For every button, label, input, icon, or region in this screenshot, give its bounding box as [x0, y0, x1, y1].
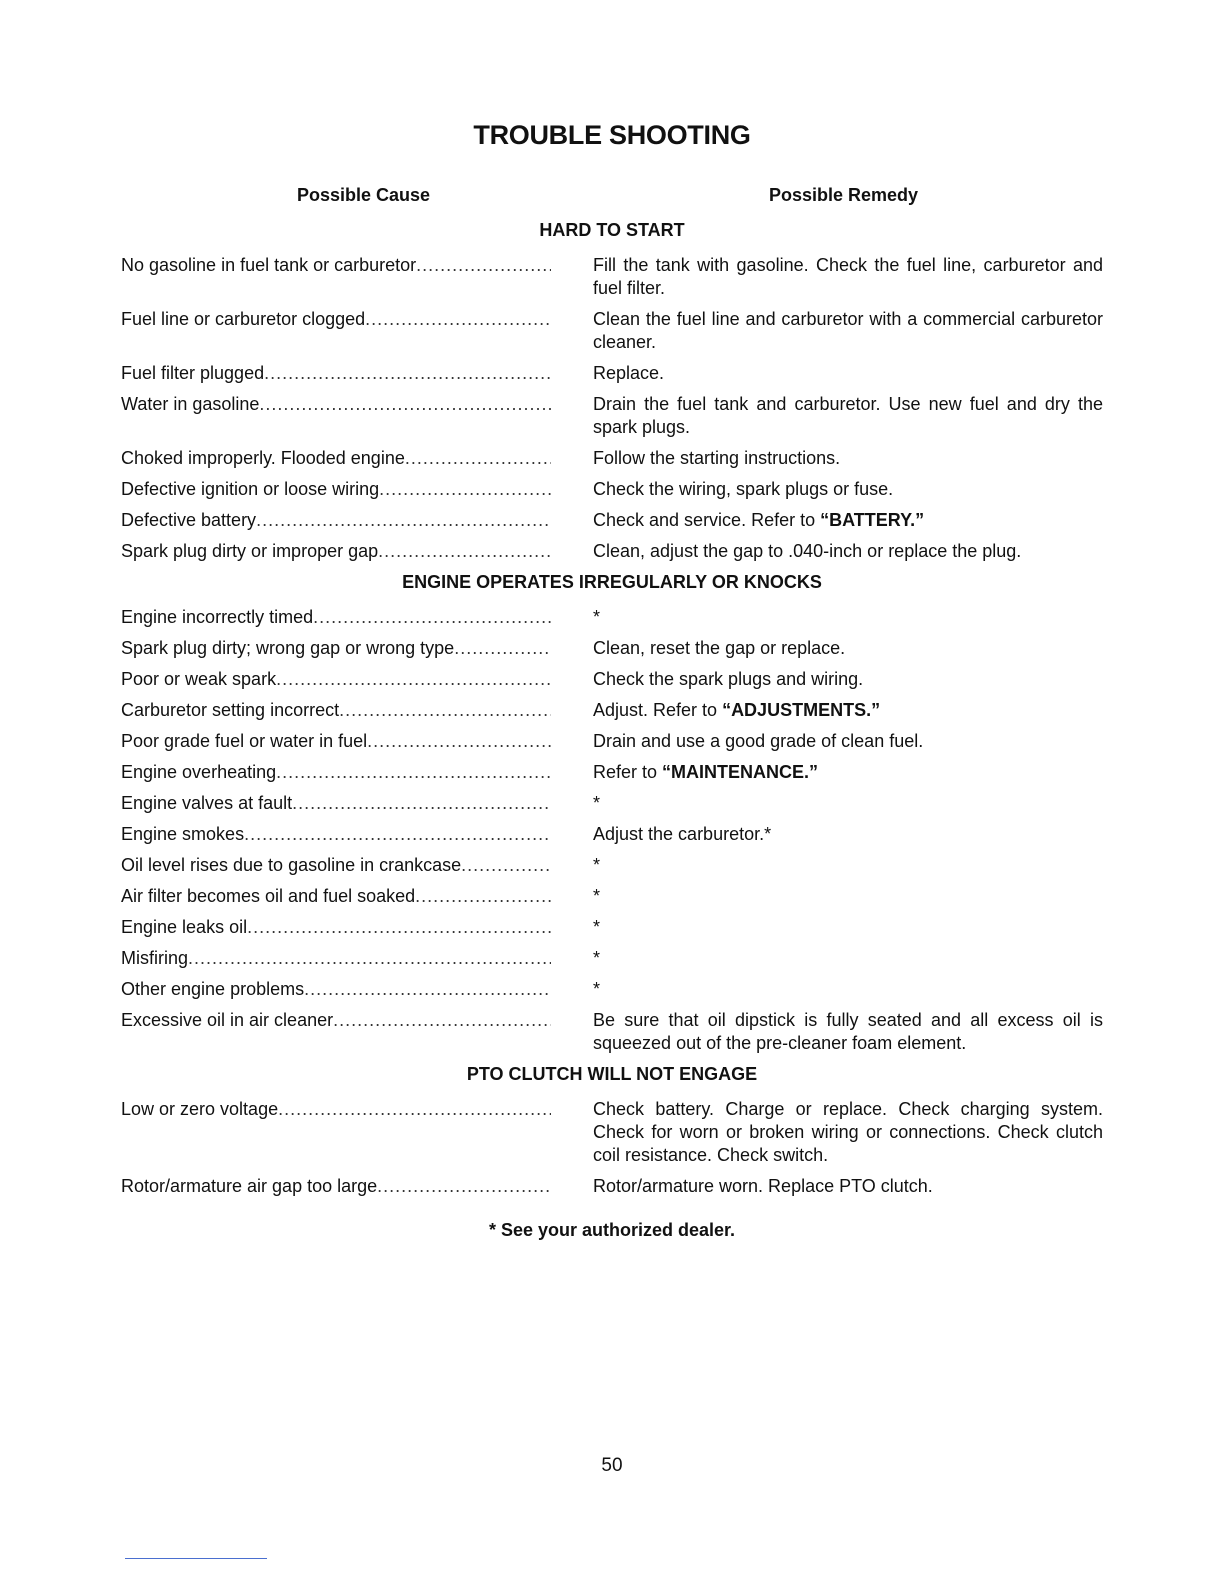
table-row: [0, 509, 1224, 540]
dot-leader: [304, 978, 551, 1001]
cause-text: Excessive oil in air cleaner: [121, 1010, 334, 1030]
remedy-text: *: [593, 855, 601, 875]
cause-cell: [121, 1098, 551, 1167]
remedy-cell: [593, 447, 1103, 470]
section-heading: PTO CLUTCH WILL NOT ENGAGE: [466, 1064, 758, 1084]
table-row: [0, 606, 1224, 637]
cause-text: Spark plug dirty or improper gap: [121, 541, 379, 561]
table-row: [0, 947, 1224, 978]
cause-text: Spark plug dirty; wrong gap or wrong type: [121, 638, 455, 658]
cause-text: Other engine problems: [121, 979, 305, 999]
remedy-cell: [593, 978, 1103, 1001]
dot-leader: [259, 393, 551, 439]
remedy-cell: [593, 668, 1103, 691]
cause-cell: [121, 254, 551, 300]
cause-cell: [121, 362, 551, 385]
remedy-text: Replace.: [593, 363, 665, 383]
cause-text: No gasoline in fuel tank or carburetor: [121, 255, 417, 275]
remedy-text: *: [593, 917, 601, 937]
dot-leader: [379, 478, 551, 501]
remedy-text: Check and service. Refer to: [593, 510, 821, 530]
table-row: [0, 730, 1224, 761]
cause-text: Defective ignition or loose wiring: [121, 479, 380, 499]
dot-leader: [416, 254, 551, 300]
cause-cell: [121, 393, 551, 439]
cause-text: Fuel line or carburetor clogged: [121, 309, 366, 329]
cause-cell: [121, 606, 551, 629]
remedy-cell: [593, 540, 1103, 563]
table-row: [0, 978, 1224, 1009]
remedy-text: *: [593, 979, 601, 999]
remedy-cell: [593, 823, 1103, 846]
table-row: [0, 792, 1224, 823]
cause-cell: [121, 916, 551, 939]
table-row: [0, 540, 1224, 571]
cause-cell: [121, 885, 551, 908]
table-row: [0, 254, 1224, 308]
remedy-text: Rotor/armature worn. Replace PTO clutch.: [593, 1176, 933, 1196]
remedy-text: Check battery. Charge or replace. Check charging system. Check for worn or broken wiring or connections. Check clutch coil resistance. Check switch.: [593, 1099, 1103, 1165]
remedy-text: Drain the fuel tank and carburetor. Use new fuel and dry the spark plugs.: [593, 394, 1103, 437]
table-row: [0, 308, 1224, 362]
cause-cell: [121, 823, 551, 846]
remedy-cell: [593, 1098, 1103, 1167]
cause-cell: [121, 947, 551, 970]
footnote: * See your authorized dealer.: [488, 1220, 736, 1240]
remedy-text: Check the wiring, spark plugs or fuse.: [593, 479, 894, 499]
dot-leader: [276, 761, 551, 784]
table-row: [0, 362, 1224, 393]
table-row: [0, 823, 1224, 854]
cause-cell: [121, 1009, 551, 1055]
section-heading: ENGINE OPERATES IRREGULARLY OR KNOCKS: [402, 572, 822, 592]
remedy-text: Adjust. Refer to: [593, 700, 723, 720]
dot-leader: [247, 916, 551, 939]
dot-leader: [405, 447, 551, 470]
remedy-text: Adjust the carburetor.*: [593, 824, 772, 844]
remedy-cell: [593, 699, 1103, 722]
remedy-cell: [593, 478, 1103, 501]
table-row: [0, 1098, 1224, 1175]
remedy-text: Clean, adjust the gap to .040-inch or replace the plug.: [593, 541, 1022, 561]
remedy-cell: [593, 1009, 1103, 1055]
remedy-cell: [593, 854, 1103, 877]
cause-cell: [121, 447, 551, 470]
cause-text: Defective battery: [121, 510, 257, 530]
cause-cell: [121, 699, 551, 722]
cause-text: Engine incorrectly timed: [121, 607, 314, 627]
remedy-cell: [593, 947, 1103, 970]
table-row: [0, 916, 1224, 947]
cause-text: Engine valves at fault: [121, 793, 293, 813]
cause-text: Poor or weak spark: [121, 669, 277, 689]
table-row: [0, 447, 1224, 478]
cause-text: Engine overheating: [121, 762, 277, 782]
cause-text: Rotor/armature air gap too large: [121, 1176, 378, 1196]
dot-leader: [264, 362, 551, 385]
cause-cell: [121, 730, 551, 753]
column-header-cause: Possible Cause: [297, 185, 431, 205]
dot-leader: [415, 885, 551, 908]
remedy-text: *: [593, 948, 601, 968]
cause-text: Low or zero voltage: [121, 1099, 279, 1119]
table-row: [0, 637, 1224, 668]
remedy-text: Refer to: [593, 762, 663, 782]
remedy-text: Clean the fuel line and carburetor with a commercial carburetor cleaner.: [593, 309, 1103, 352]
dot-leader: [278, 1098, 551, 1167]
remedy-cell: [593, 606, 1103, 629]
remedy-text: Follow the starting instructions.: [593, 448, 841, 468]
cause-text: Misfiring: [121, 948, 189, 968]
table-row: [0, 478, 1224, 509]
column-header-remedy: Possible Remedy: [769, 185, 919, 205]
cause-cell: [121, 1175, 551, 1198]
cause-cell: [121, 478, 551, 501]
table-row: [0, 854, 1224, 885]
cause-cell: [121, 509, 551, 532]
cause-text: Fuel filter plugged: [121, 363, 265, 383]
dot-leader: [339, 699, 551, 722]
page-title: TROUBLE SHOOTING: [473, 120, 751, 150]
dot-leader: [461, 854, 551, 877]
remedy-cell: [593, 916, 1103, 939]
remedy-text: *: [593, 793, 601, 813]
cause-text: Oil level rises due to gasoline in crankcase: [121, 855, 462, 875]
cause-cell: [121, 668, 551, 691]
page-number: 50: [601, 1455, 623, 1476]
table-row: [0, 668, 1224, 699]
cause-cell: [121, 761, 551, 784]
dot-leader: [333, 1009, 551, 1055]
table-row: [0, 393, 1224, 447]
remedy-cell: [593, 1175, 1103, 1198]
cause-text: Water in gasoline: [121, 394, 260, 414]
dot-leader: [377, 1175, 551, 1198]
cause-cell: [121, 308, 551, 354]
remedy-text: Drain and use a good grade of clean fuel.: [593, 731, 924, 751]
dot-leader: [188, 947, 551, 970]
dot-leader: [378, 540, 551, 563]
cause-text: Air filter becomes oil and fuel soaked: [121, 886, 416, 906]
remedy-text: Be sure that oil dipstick is fully seated and all excess oil is squeezed out of the pre-cleaner foam element.: [593, 1010, 1103, 1053]
cause-cell: [121, 637, 551, 660]
troubleshooting-table: [0, 219, 1224, 1206]
dot-leader: [365, 308, 551, 354]
table-row: [0, 699, 1224, 730]
dot-leader: [256, 509, 551, 532]
remedy-cell: [593, 362, 1103, 385]
remedy-text: *: [593, 607, 601, 627]
cause-text: Choked improperly. Flooded engine: [121, 448, 405, 468]
remedy-reference: “BATTERY.”: [820, 510, 925, 530]
section-heading: HARD TO START: [539, 220, 685, 240]
cause-cell: [121, 854, 551, 877]
cause-text: Carburetor setting incorrect: [121, 700, 340, 720]
dot-leader: [313, 606, 551, 629]
remedy-cell: [593, 637, 1103, 660]
table-row: [0, 885, 1224, 916]
cause-text: Poor grade fuel or water in fuel: [121, 731, 368, 751]
remedy-cell: [593, 254, 1103, 300]
remedy-reference: “ADJUSTMENTS.”: [722, 700, 881, 720]
dot-leader: [244, 823, 551, 846]
cause-text: Engine smokes: [121, 824, 245, 844]
remedy-cell: [593, 761, 1103, 784]
table-row: [0, 761, 1224, 792]
remedy-cell: [593, 308, 1103, 354]
scan-underline-mark: [125, 1558, 267, 1559]
remedy-text: Fill the tank with gasoline. Check the fuel line, carburetor and fuel filter.: [593, 255, 1103, 298]
remedy-cell: [593, 792, 1103, 815]
remedy-text: *: [593, 886, 601, 906]
remedy-cell: [593, 885, 1103, 908]
remedy-text: Check the spark plugs and wiring.: [593, 669, 864, 689]
dot-leader: [276, 668, 551, 691]
dot-leader: [367, 730, 551, 753]
table-row: [0, 1009, 1224, 1063]
cause-text: Engine leaks oil: [121, 917, 248, 937]
cause-cell: [121, 978, 551, 1001]
cause-cell: [121, 540, 551, 563]
remedy-cell: [593, 393, 1103, 439]
table-row: [0, 1175, 1224, 1206]
dot-leader: [454, 637, 551, 660]
remedy-reference: “MAINTENANCE.”: [662, 762, 819, 782]
remedy-cell: [593, 730, 1103, 753]
remedy-cell: [593, 509, 1103, 532]
remedy-text: Clean, reset the gap or replace.: [593, 638, 846, 658]
cause-cell: [121, 792, 551, 815]
dot-leader: [292, 792, 551, 815]
